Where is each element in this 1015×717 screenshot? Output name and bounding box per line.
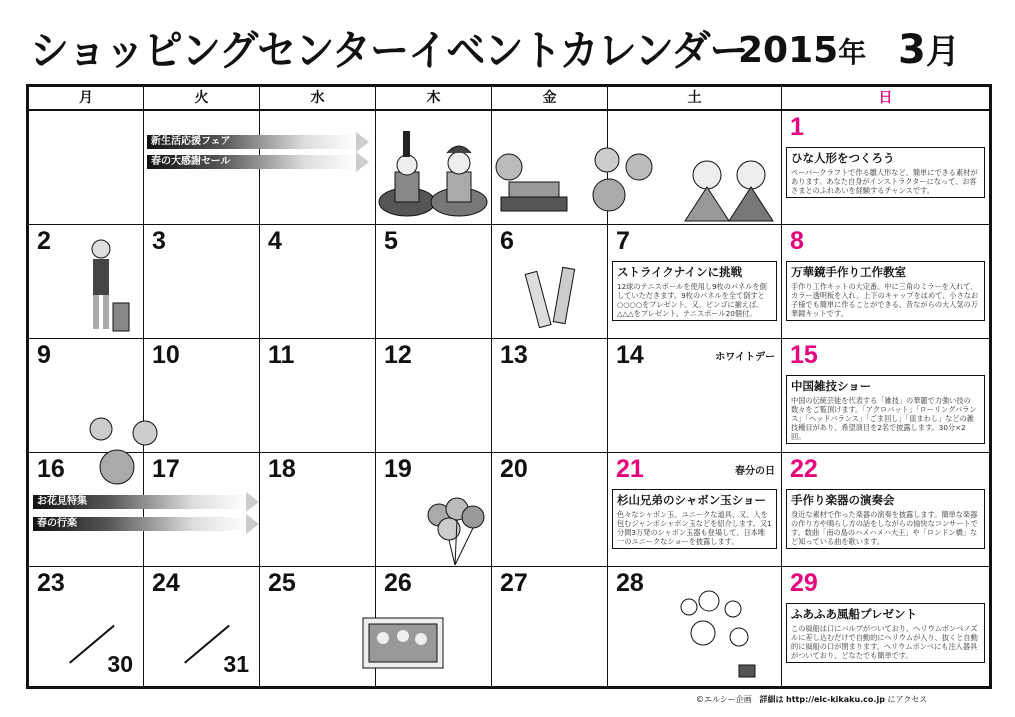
day-cell-13[interactable] (492, 339, 608, 453)
day-number: 18 (268, 455, 296, 483)
day-cell-7[interactable] (608, 225, 782, 339)
day-number: 21 (616, 455, 644, 483)
event-box-zatsugi[interactable] (786, 375, 985, 444)
day-number: 8 (790, 227, 804, 255)
weekday-mon: 月 (29, 87, 144, 111)
day-cell-12[interactable] (376, 339, 492, 453)
event-title: 中国雑技ショー (791, 379, 872, 393)
event-box-hina[interactable] (786, 147, 985, 198)
calendar-grid (26, 84, 992, 689)
day-number: 20 (500, 455, 528, 483)
day-number: 26 (384, 569, 412, 597)
weekday-sat: 土 (608, 87, 782, 111)
hina-dolls-icon (377, 117, 497, 217)
day-cell-22[interactable] (782, 453, 989, 567)
day-number: 2 (37, 227, 51, 255)
event-title: 万華鏡手作り工作教室 (791, 265, 906, 279)
event-description: ペーパークラフトで作る雛人形など、簡単にできる素材があります。あなた自身がインストラクターになって、お客さまとのふれあいを経験するチャンスです。 (791, 168, 978, 195)
event-description: 手作り工作キットの大定番。中に三角のミラーを入れて、カラー透明板を入れ、上下のキャップをはめて、小さなお子様でも簡単に作ることができる、昔ながらの大人気の万華鏡キットです。 (791, 282, 979, 318)
day-number: 9 (37, 341, 51, 369)
event-title: 手作り楽器の演奏会 (791, 493, 895, 507)
month-label (898, 24, 960, 73)
day-number: 16 (37, 455, 65, 483)
weekday-wed: 水 (260, 87, 376, 111)
arrow-head-icon (246, 514, 259, 534)
event-title: 杉山兄弟のシャボン玉ショー (617, 493, 767, 507)
day-number: 1 (790, 113, 804, 141)
arrow-head-icon (356, 152, 369, 172)
day-number-secondary: 31 (223, 651, 249, 677)
event-box-mangekyo[interactable] (786, 261, 985, 321)
holiday-label: ホワイトデー (715, 352, 775, 363)
day-number: 29 (790, 569, 818, 597)
day-cell-15[interactable] (782, 339, 989, 453)
day-number: 12 (384, 341, 412, 369)
weekday-thu: 木 (376, 87, 492, 111)
traveler-woman-icon (79, 237, 134, 337)
event-description: この風船は口にバルブがついており、ヘリウムボンベノズルに差し込むだけで自動的にヘリウムが入り、抜くと自動的に風船の口が閉まります。ヘリウムボンベにも注入器具がついており、どなたでも簡単です。 (791, 624, 978, 660)
arrow-head-icon (246, 492, 259, 512)
fair-arrow-haru-kansha[interactable] (147, 155, 369, 169)
day-number: 17 (152, 455, 180, 483)
month-value: 3 (898, 27, 926, 73)
day-number: 11 (268, 341, 295, 369)
event-box-shabon[interactable] (612, 489, 777, 549)
day-number: 28 (616, 569, 644, 597)
month-unit: 月 (925, 32, 960, 72)
day-number: 13 (500, 341, 528, 369)
day-number: 22 (790, 455, 818, 483)
weekday-fri: 金 (492, 87, 608, 111)
copyright: ©エルシー企画 (696, 695, 752, 704)
day-cell-24-31[interactable] (144, 567, 260, 686)
day-cell-4[interactable] (260, 225, 376, 339)
day-number: 15 (790, 341, 818, 369)
arrow-head-icon (356, 132, 369, 152)
day-number: 24 (152, 569, 180, 597)
day-number: 27 (500, 569, 528, 597)
day-cell-11[interactable] (260, 339, 376, 453)
day-cell-27[interactable] (492, 567, 608, 686)
day-number: 6 (500, 227, 514, 255)
event-description: 中国の伝統芸能を代表する「雑技」の華麗で力強い技の数々をご覧頂けます。「アクロバット」「ローリングバランス」「ヘッドバランス」「ごま回し」「皿まわし」などの雑技種目があり、希望演目を2名で披露します。30分×2回。 (791, 396, 977, 441)
day-cell-8[interactable] (782, 225, 989, 339)
day-number: 7 (616, 227, 630, 255)
day-cell-1[interactable] (782, 111, 989, 225)
event-title: ふあふあ風船プレゼント (791, 607, 918, 621)
hina-couple-icon (679, 145, 779, 225)
year-label (738, 30, 866, 71)
year-value: 2015 (738, 30, 839, 71)
detail-label: 詳細は (759, 695, 784, 704)
hina-stand-icon (489, 147, 584, 217)
family-photo-icon (359, 612, 449, 672)
day-number: 25 (268, 569, 296, 597)
event-description: 身近な素材で作った楽器の演奏を披露します。簡単な楽器の作り方や鳴らし方の話をしながらの愉快なコンサートです。数曲「南の島のハメハメハ大王」や「ロンドン橋」など知っている曲を歌います。 (791, 510, 978, 546)
balloons-icon (419, 497, 499, 567)
day-number: 19 (384, 455, 412, 483)
day-cell-empty (29, 111, 144, 225)
day-cell-20[interactable] (492, 453, 608, 567)
year-unit: 年 (838, 36, 867, 69)
candles-icon (524, 262, 584, 332)
day-number-secondary: 30 (107, 651, 133, 677)
fair-label: お花見特集 (37, 496, 87, 507)
holiday-label: 春分の日 (735, 466, 775, 477)
day-cell-18[interactable] (260, 453, 376, 567)
event-description: 12球のテニスボールを使用し9枚のパネルを倒していただきます。9枚のパネルを全て倒すと○○○○をプレゼント。又、ビンゴに揃えば、△△△をプレゼント。テニスボール20個付。 (617, 282, 767, 318)
fair-label: 春の大感謝セール (151, 156, 231, 167)
day-cell-5[interactable] (376, 225, 492, 339)
day-cell-14[interactable] (608, 339, 782, 453)
footer (696, 694, 927, 705)
plum-flowers-icon (589, 145, 669, 215)
day-number: 23 (37, 569, 65, 597)
fair-arrow-haru-kouraku[interactable] (33, 517, 259, 531)
footer-url-link[interactable]: http://elc-kikaku.co.jp (786, 695, 885, 704)
day-number: 4 (268, 227, 282, 255)
day-number: 3 (152, 227, 166, 255)
soap-bubbles-icon (669, 587, 769, 682)
day-number: 14 (616, 341, 644, 369)
day-cell-29[interactable] (782, 567, 989, 686)
fair-arrow-shinseikatsu[interactable] (147, 135, 369, 149)
event-box-gakki[interactable] (786, 489, 985, 549)
event-description: 色々なシャボン玉、ユニークな道具、又、人を包むジャンボシャボン玉などを紹介します。又1分間3万発のシャボン玉器も登場して、日本唯一のユニークなショーを披露します。 (617, 510, 772, 546)
day-number: 5 (384, 227, 398, 255)
plum-blossoms-icon (87, 417, 167, 492)
access-label: にアクセス (887, 695, 928, 704)
event-box-fusen[interactable] (786, 603, 985, 663)
day-cell-21[interactable] (608, 453, 782, 567)
weekday-tue: 火 (144, 87, 260, 111)
weekday-sun: 日 (782, 87, 989, 111)
page-title: ショッピングセンターイベントカレンダー (30, 26, 748, 75)
day-cell-23-30[interactable] (29, 567, 144, 686)
fair-arrow-ohanami[interactable] (33, 495, 259, 509)
event-box-strike[interactable] (612, 261, 777, 321)
day-cell-3[interactable] (144, 225, 260, 339)
event-title: ひな人形をつくろう (791, 151, 895, 165)
fair-label: 新生活応援フェア (151, 136, 231, 147)
event-title: ストライクナインに挑戦 (617, 265, 743, 279)
fair-label: 春の行楽 (37, 518, 77, 529)
day-number: 10 (152, 341, 180, 369)
